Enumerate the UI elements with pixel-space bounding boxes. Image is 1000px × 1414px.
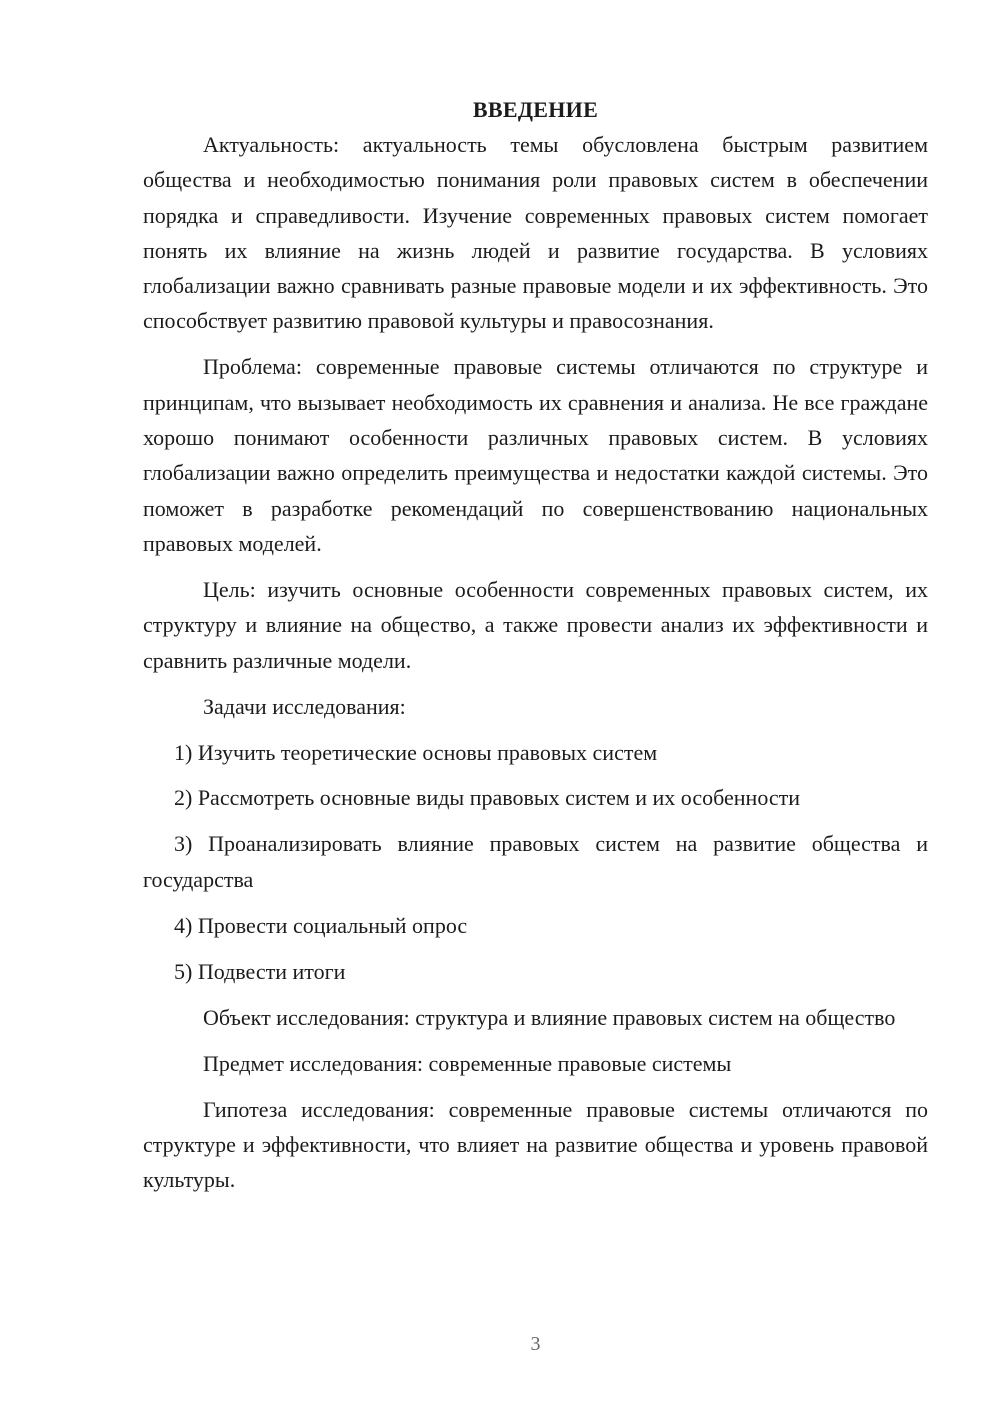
list-item: 5) Подвести итоги [174,958,346,984]
paragraph-object: Объект исследования: структура и влияние правовых систем на общество [203,1004,896,1030]
list-item: 1) Изучить теоретические основы правовых систем [174,739,658,765]
paragraph-goal: Цель: изучить основные особенности современных правовых систем, их структуру и влияние на общество, а также провести анализ их эффективности и сравнить различные модели. [143,576,928,673]
paragraph-hypothesis: Гипотеза исследования: современные правовые системы отличаются по структуре и эффективности, что влияет на развитие общества и уровень правовой культуры. [143,1096,928,1193]
tasks-title: Задачи исследования: [203,693,406,719]
paragraph-relevance: Актуальность: актуальность темы обусловлена быстрым развитием общества и необходимостью понимания роли правовых систем в обеспечении порядка и справедливости. Изучение современных правовых систем помогает понять их влияние на жизнь людей и развитие государства. В условиях глобализации важно сравнивать разные правовые модели и их эффективность. Это способствует развитию правовой культуры и правосознания. [143,132,928,334]
page-title: ВВЕДЕНИЕ [472,97,599,122]
list-item: 3) Проанализировать влияние правовых систем на развитие общества и государства [143,831,928,892]
list-item: 4) Провести социальный опрос [174,912,468,938]
paragraph-problem: Проблема: современные правовые системы отличаются по структуре и принципам, что вызывает необходимость их сравнения и анализа. Не все граждане хорошо понимают особенности различных правовых систем. В условиях глобализации важно определить преимущества и недостатки каждой системы. Это поможет в разработке рекомендаций по совершенствованию национальных правовых моделей. [143,354,928,556]
tasks-list [143,735,928,990]
paragraph-subject: Предмет исследования: современные правовые системы [203,1050,732,1076]
page-number: 3 [530,1333,541,1355]
list-item: 2) Рассмотреть основные виды правовых систем и их особенности [174,785,801,811]
document-page [143,92,928,1208]
